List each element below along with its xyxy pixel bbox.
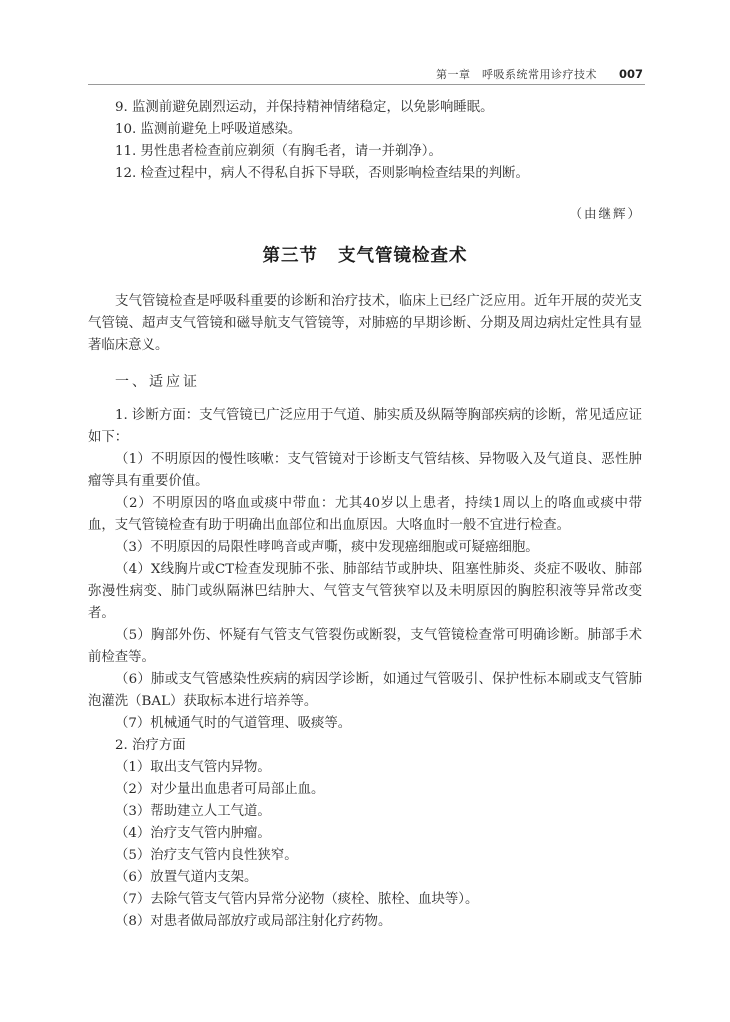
- treatment-item: （4）治疗支气管内肿瘤。: [115, 826, 271, 841]
- treatment-item: （2）对少量出血患者可局部止血。: [115, 782, 325, 797]
- prev-item: 9. 监测前避免剧烈运动，并保持精神情绪稳定，以免影响睡眠。: [115, 100, 494, 115]
- subsection-heading: 一、适应证: [115, 374, 200, 390]
- diagnosis-item: （4）X线胸片或CT检查发现肺不张、肺部结节或肿块、阻塞性肺炎、炎症不吸收、肺部弥漫性病变、肺门或纵隔淋巴结肿大、气管支气管狭窄以及未明原因的胸腔积液等异常改变者。: [88, 562, 642, 621]
- treatment-heading: 2. 治疗方面: [115, 738, 186, 753]
- treatment-item: （5）治疗支气管内良性狭窄。: [115, 848, 298, 863]
- treatment-item: （6）放置气道内支架。: [115, 870, 258, 885]
- treatment-item: （8）对患者做局部放疗或局部注射化疗药物。: [115, 914, 392, 929]
- prev-item: 11. 男性患者检查前应剃须（有胸毛者，请一并剃净）。: [115, 144, 442, 159]
- chapter-title: 第一章 呼吸系统常用诊疗技术: [435, 68, 597, 81]
- prev-item: 12. 检查过程中，病人不得私自拆下导联，否则影响检查结果的判断。: [115, 166, 529, 181]
- section-name: 支气管镜检查术: [338, 246, 468, 266]
- page-number: 007: [618, 67, 643, 81]
- diagnosis-item: （3）不明原因的局限性哮鸣音或声嘶，痰中发现癌细胞或可疑癌细胞。: [115, 540, 539, 555]
- section-title: [88, 245, 642, 267]
- running-header: [88, 64, 645, 85]
- section-number: 第三节: [262, 246, 318, 266]
- diagnosis-item: （6）肺或支气管感染性疾病的病因学诊断，如通过气管吸引、保护性标本刷或支气管肺泡灌洗（BAL）获取标本进行培养等。: [88, 672, 642, 709]
- intro-paragraph: 支气管镜检查是呼吸科重要的诊断和治疗技术，临床上已经广泛应用。近年开展的荧光支气管镜、超声支气管镜和磁导航支气管镜等，对肺癌的早期诊断、分期及周边病灶定性具有显著临床意义。: [88, 294, 642, 353]
- treatment-item: （7）去除气管支气管内异常分泌物（痰栓、脓栓、血块等）。: [115, 892, 479, 907]
- treatment-item: （3）帮助建立人工气道。: [115, 804, 271, 819]
- diagnosis-item: （7）机械通气时的气道管理、吸痰等。: [115, 716, 352, 731]
- treatment-item: （1）取出支气管内异物。: [115, 760, 271, 775]
- diagnosis-item: （1）不明原因的慢性咳嗽：支气管镜对于诊断支气管结核、异物吸入及气道良、恶性肿瘤等具有重要价值。: [88, 452, 642, 489]
- author-credit: （由继辉）: [569, 206, 642, 221]
- prev-item: 10. 监测前避免上呼吸道感染。: [115, 122, 302, 137]
- diagnosis-item: （2）不明原因的咯血或痰中带血：尤其40岁以上患者，持续1周以上的咯血或痰中带血，支气管镜检查有助于明确出血部位和出血原因。大咯血时一般不宜进行检查。: [88, 496, 642, 533]
- diagnosis-item: （5）胸部外伤、怀疑有气管支气管裂伤或断裂，支气管镜检查常可明确诊断。肺部手术前检查等。: [88, 628, 642, 665]
- diagnosis-heading: 1. 诊断方面：支气管镜已广泛应用于气道、肺实质及纵隔等胸部疾病的诊断，常见适应证如下：: [88, 408, 642, 445]
- page-body: [88, 97, 642, 933]
